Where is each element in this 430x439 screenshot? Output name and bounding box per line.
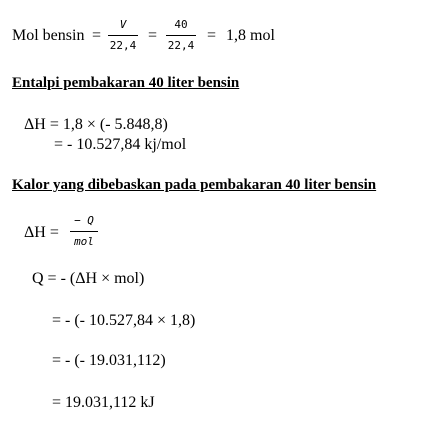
- q-line-4: = 19.031,112 kJ: [52, 394, 155, 411]
- q-line-1: Q = - (ΔH × mol): [32, 270, 145, 287]
- fraction-denominator: 22,4: [167, 39, 195, 52]
- fraction-denominator: mol: [74, 235, 94, 248]
- fraction-v-over-22-4: [108, 18, 138, 53]
- fraction-numerator: − Q: [74, 214, 94, 227]
- enthalpy-line-2: = - 10.527,84 kj/mol: [54, 136, 187, 153]
- fraction-bar: [70, 231, 98, 232]
- fraction-40-over-22-4: [166, 18, 196, 53]
- fraction-bar: [166, 35, 196, 36]
- q-line-2: = - (- 10.527,84 × 1,8): [52, 312, 196, 329]
- fraction-minus-q-over-mol: [70, 214, 98, 249]
- heat-heading: Kalor yang dibebaskan pada pembakaran 40 liter bensin: [12, 177, 377, 193]
- fraction-numerator: V: [119, 18, 127, 31]
- enthalpy-line-1: ΔH = 1,8 × (- 5.848,8): [24, 116, 168, 133]
- equals-sign: =: [148, 27, 158, 44]
- fraction-bar: [108, 35, 138, 36]
- equals-sign: =: [207, 27, 217, 44]
- fraction-denominator: 22,4: [109, 39, 137, 52]
- enthalpy-heading: Entalpi pembakaran 40 liter bensin: [12, 75, 240, 91]
- equals-sign: =: [92, 27, 102, 44]
- fraction-numerator: 40: [174, 18, 188, 31]
- mol-result: 1,8 mol: [226, 27, 275, 44]
- mol-label: Mol bensin: [12, 27, 85, 44]
- q-line-3: = - (- 19.031,112): [52, 352, 166, 369]
- delta-h-label: ΔH =: [24, 224, 59, 241]
